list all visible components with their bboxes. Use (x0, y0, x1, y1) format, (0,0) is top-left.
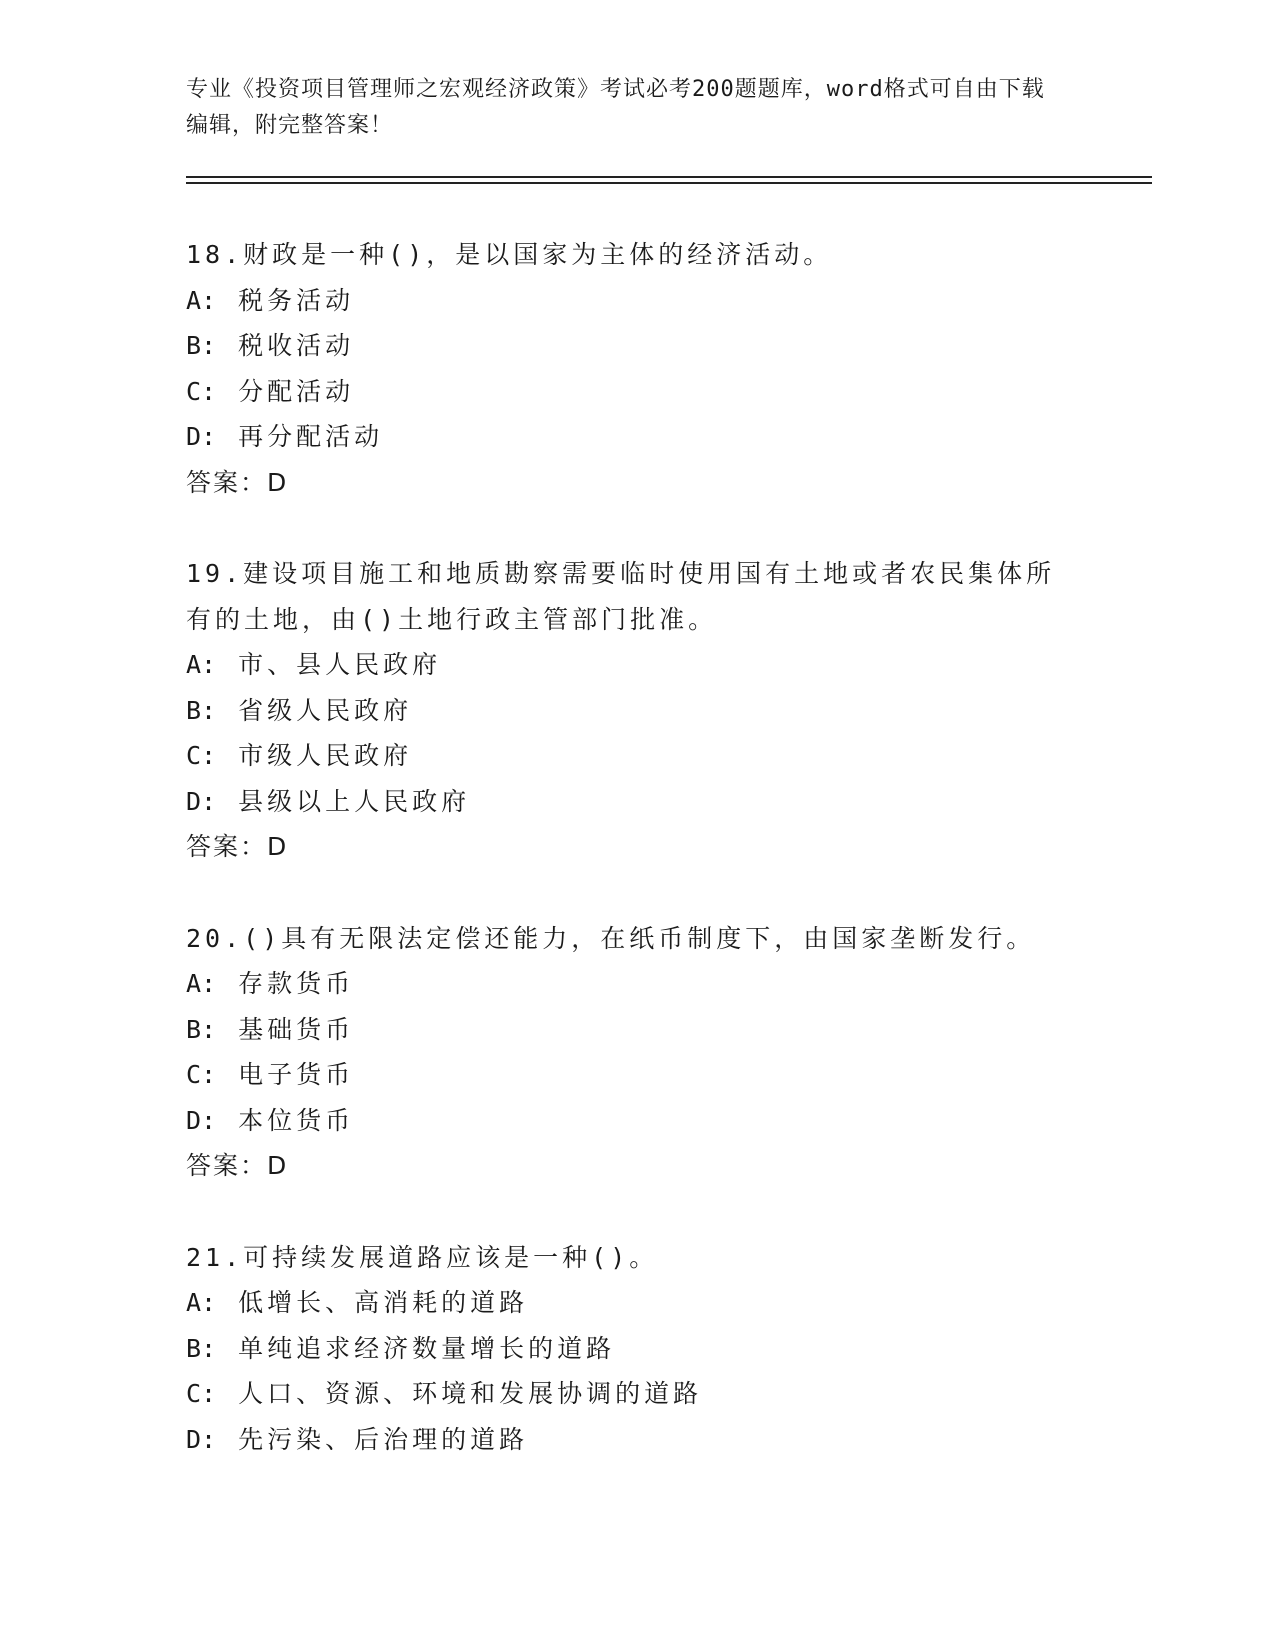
option-c (186, 1052, 1086, 1098)
option-letter: A: (186, 285, 217, 315)
option-letter: D: (186, 786, 217, 816)
header-divider-bottom (186, 182, 1152, 184)
option-d (186, 1098, 1086, 1144)
option-a (186, 961, 1086, 1007)
question-20 (186, 916, 1086, 1189)
option-letter: B: (186, 695, 217, 725)
question-21 (186, 1235, 1086, 1463)
question-stem: 18.财政是一种()，是以国家为主体的经济活动。 (186, 240, 833, 269)
option-letter: D: (186, 1424, 217, 1454)
option-letter: C: (186, 1060, 217, 1089)
option-d (186, 1417, 1086, 1463)
option-letter: A: (186, 650, 217, 679)
option-text: 市、县人民政府 (238, 650, 442, 679)
question-list (186, 232, 1086, 1508)
option-b (186, 1007, 1086, 1053)
option-letter: B: (186, 1014, 217, 1044)
option-text: 本位货币 (238, 1105, 355, 1135)
option-letter: B: (186, 331, 217, 360)
option-letter: A: (186, 969, 217, 998)
option-text: 存款货币 (238, 969, 355, 998)
question-stem: 21.可持续发展道路应该是一种()。 (186, 1242, 659, 1272)
option-text: 先污染、后治理的道路 (238, 1424, 529, 1454)
question-18 (186, 232, 1086, 505)
option-d (186, 414, 1086, 460)
answer-line: 答案：D (186, 467, 289, 497)
option-text: 税收活动 (238, 331, 355, 360)
option-b (186, 1326, 1086, 1372)
option-text: 再分配活动 (238, 422, 384, 451)
question-19 (186, 551, 1086, 870)
answer-line: 答案：D (186, 832, 289, 861)
option-text: 税务活动 (238, 285, 355, 315)
option-text: 市级人民政府 (238, 741, 413, 770)
option-a (186, 1280, 1086, 1326)
option-a (186, 278, 1086, 324)
option-b (186, 688, 1086, 734)
option-text: 电子货币 (238, 1060, 355, 1089)
option-text: 低增长、高消耗的道路 (238, 1288, 529, 1317)
answer-line: 答案：D (186, 1151, 289, 1180)
option-c (186, 733, 1086, 779)
option-letter: C: (186, 1379, 217, 1408)
option-c (186, 1371, 1086, 1417)
option-a (186, 642, 1086, 688)
question-stem: 20.()具有无限法定偿还能力，在纸币制度下，由国家垄断发行。 (186, 923, 1036, 953)
option-letter: A: (186, 1288, 217, 1317)
option-text: 分配活动 (238, 376, 355, 406)
option-d (186, 779, 1086, 825)
option-letter: D: (186, 422, 217, 451)
option-letter: B: (186, 1333, 217, 1363)
option-b (186, 323, 1086, 369)
option-text: 单纯追求经济数量增长的道路 (238, 1333, 616, 1363)
option-letter: C: (186, 376, 217, 406)
option-letter: D: (186, 1105, 217, 1135)
header-divider-top (186, 176, 1152, 178)
question-stem: 19.建设项目施工和地质勘察需要临时使用国有土地或者农民集体所有的土地，由()土地行政主管部门批准。 (186, 559, 1056, 634)
option-text: 基础货币 (238, 1014, 355, 1044)
option-c (186, 369, 1086, 415)
option-text: 县级以上人民政府 (238, 786, 471, 816)
document-header-text: 专业《投资项目管理师之宏观经济政策》考试必考200题题库，word格式可自由下载编辑，附完整答案！ (186, 77, 1045, 138)
option-letter: C: (186, 741, 217, 770)
option-text: 人口、资源、环境和发展协调的道路 (238, 1379, 703, 1408)
option-text: 省级人民政府 (238, 695, 413, 725)
